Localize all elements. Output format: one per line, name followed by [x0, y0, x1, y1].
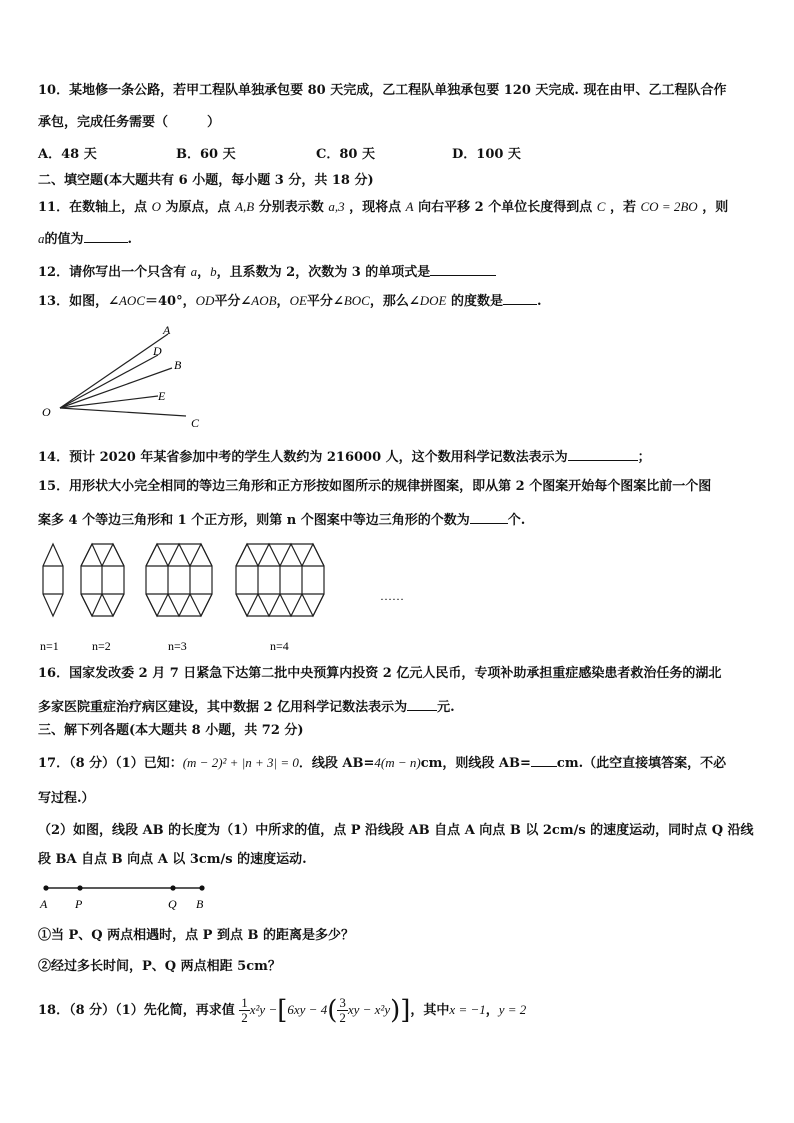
q18-cond-x: x = −1 [449, 1002, 486, 1017]
q11-equation: CO = 2BO [640, 199, 698, 214]
q11-line1 [38, 198, 728, 217]
q16-line1: 16．国家发改委 2 月 7 日紧急下达第二批中央预算内投资 2 亿元人民币，专项补助承担重症感染患者救治任务的湖北 [38, 666, 722, 681]
q17-text-a: 17．（8 分）（1）已知： [38, 756, 183, 771]
q14-line [38, 447, 651, 467]
q16-text-a: 多家医院重症治疗病区建设，其中数据 2 亿用科学记数法表示为 [38, 700, 408, 715]
q10-line2: 承包，完成任务需要（ ） [38, 115, 221, 130]
q18-line [38, 993, 526, 1028]
q16-line2 [38, 697, 455, 717]
q11-text-c: 为原点，点 [165, 200, 231, 215]
label-b: B [174, 358, 182, 372]
q11-point-c: C [596, 199, 606, 214]
q17-line2: 写过程.） [38, 791, 95, 806]
q10-option-d: D．100 天 [452, 147, 521, 162]
q17-line1 [38, 753, 726, 773]
pattern-n3 [146, 544, 212, 616]
q18-text-a: 18．（8 分）（1）先化简，再求值 [38, 1003, 235, 1018]
q13-text-i: 平分∠ [306, 294, 344, 309]
q11-point-a: A [405, 199, 414, 214]
q14-text-b: ； [637, 450, 651, 465]
q12-var-a: a [190, 264, 198, 279]
q13-text-a: 13．如图，∠ [38, 294, 119, 309]
q18-term1: x²y − [249, 1002, 278, 1017]
q10-line1: 10．某地修一条公路，若甲工程队单独承包要 80 天完成，乙工程队单独承包要 120 天完成. 现在由甲、乙工程队合作 [38, 83, 727, 98]
q15-pattern-figure [34, 536, 434, 658]
point-a [43, 885, 48, 890]
q11-var-a: a [38, 231, 45, 246]
q11-text-p: . [127, 232, 133, 247]
label-c: C [191, 416, 200, 430]
q10-option-c: C．80 天 [316, 147, 375, 162]
q11-text-g: ，现将点 [349, 200, 402, 215]
q10-option-a: A．48 天 [38, 147, 97, 162]
q13-text-k: ，那么∠ [369, 294, 420, 309]
q11-line2 [38, 229, 132, 249]
q10-option-b: B．60 天 [176, 147, 236, 162]
q13-text-n: . [536, 294, 542, 309]
section3-heading: 三、解下列各题(本大题共 8 小题，共 72 分) [38, 723, 304, 738]
q17-text-c: cm，则线段 AB= [420, 756, 531, 771]
point-p [77, 885, 82, 890]
q18-text-b: ，其中 [410, 1003, 450, 1018]
point-q [170, 885, 175, 890]
q13-text-g: ， [276, 294, 290, 309]
q14-text-a: 14．预计 2020 年某省参加中考的学生人数约为 216000 人，这个数用科学记数法表示为 [38, 450, 568, 465]
label-a: A [163, 323, 171, 337]
ray-ob [60, 368, 172, 408]
q17-text-b: ．线段 AB= [298, 756, 375, 771]
q17-part2-line1: （2）如图，线段 AB 的长度为（1）中所求的值，点 P 沿线段 AB 自点 A 向点 B 以 2cm/s 的速度运动，同时点 Q 沿线 [38, 823, 754, 838]
label-o: O [42, 405, 51, 419]
label-d: D [153, 344, 162, 358]
ray-od [60, 355, 158, 408]
q13-text-e: 平分∠ [214, 294, 252, 309]
q13-text-c: ＝40°， [144, 294, 196, 309]
q11-text-i: 向右平移 2 个单位长度得到点 [418, 200, 593, 215]
frac1-den: 2 [241, 1010, 248, 1025]
q12-text-e: ，且系数为 2，次数为 3 的单项式是 [216, 265, 431, 280]
label-p: P [75, 897, 83, 911]
q11-text-m: ，则 [702, 200, 729, 215]
q11-answer-blank[interactable] [84, 229, 128, 243]
q15-text-a: 案多 4 个等边三角形和 1 个正方形，则第 n 个图案中等边三角形的个数为 [38, 513, 470, 528]
label-a: A [40, 897, 48, 911]
q13-angle-doe: DOE [419, 293, 447, 308]
q11-numbers: a,3 [328, 199, 345, 214]
q13-angle-aoc: AOC [118, 293, 145, 308]
q13-od: OD [195, 293, 215, 308]
q17-segment-diagram [34, 878, 224, 912]
caption-n2: n=2 [92, 639, 111, 653]
caption-n1: n=1 [40, 639, 59, 653]
q12-text-c: ， [197, 265, 211, 280]
frac2-num: 3 [339, 995, 346, 1010]
q11-text-k: ，若 [609, 200, 636, 215]
q13-answer-blank[interactable] [503, 291, 537, 305]
q12-var-b: b [210, 264, 217, 279]
q17-sub1: ①当 P、Q 两点相遇时，点 P 到点 B 的距离是多少？ [38, 928, 355, 943]
q14-answer-blank[interactable] [568, 447, 638, 461]
q13-text-m: 的度数是 [450, 294, 503, 309]
q13-angle-diagram [34, 320, 224, 432]
pattern-n2 [81, 544, 124, 616]
q13-angle-aob: AOB [251, 293, 277, 308]
q15-line2 [38, 510, 525, 530]
ray-oc [60, 408, 186, 416]
q18-fraction-three-halves [337, 996, 348, 1025]
q12-line [38, 262, 496, 282]
q13-angle-boc: BOC [343, 293, 370, 308]
q18-fraction-half [239, 996, 250, 1025]
q11-text-e: 分别表示数 [258, 200, 324, 215]
q16-answer-blank[interactable] [407, 697, 437, 711]
q16-text-b: 元. [437, 700, 455, 715]
paren-close: ) [390, 995, 401, 1026]
q11-text-o: 的值为 [44, 232, 84, 247]
caption-n4: n=4 [270, 639, 289, 653]
q11-point-o: O [151, 199, 162, 214]
q18-text-c2: ， [485, 1003, 499, 1018]
q17-expr2: 4(m − n) [374, 755, 421, 770]
q11-text-a: 11．在数轴上，点 [38, 200, 148, 215]
q18-term3: xy − x²y [347, 1002, 391, 1017]
pattern-n4 [236, 544, 324, 616]
bracket-open: [ [277, 995, 288, 1026]
q18-cond-y: y = 2 [498, 1002, 527, 1017]
caption-n3: n=3 [168, 639, 187, 653]
q17-answer-blank[interactable] [531, 753, 557, 767]
q17-expr1: (m − 2)² + |n + 3| = 0 [182, 755, 299, 770]
q18-term2: 6xy − 4 [287, 1002, 328, 1017]
bracket-close: ] [400, 995, 411, 1026]
q15-answer-blank[interactable] [470, 510, 508, 524]
frac2-den: 2 [339, 1010, 346, 1025]
q15-line1: 15．用形状大小完全相同的等边三角形和正方形按如图所示的规律拼图案，即从第 2 个图案开始每个图案比前一个图 [38, 479, 712, 494]
label-b: B [196, 897, 204, 911]
label-e: E [158, 389, 166, 403]
q17-text-d: cm.（此空直接填答案，不必 [556, 756, 727, 771]
q15-text-b: 个. [507, 513, 526, 528]
section2-heading: 二、填空题(本大题共有 6 小题，每小题 3 分，共 18 分) [38, 173, 374, 188]
pattern-n1 [43, 544, 63, 616]
ellipsis: …… [380, 589, 404, 603]
q11-points-ab: A,B [235, 199, 255, 214]
frac1-num: 1 [241, 995, 248, 1010]
label-q: Q [168, 897, 177, 911]
q12-answer-blank[interactable] [430, 262, 496, 276]
point-b [199, 885, 204, 890]
q13-line [38, 291, 542, 311]
paren-open: ( [327, 995, 338, 1026]
q13-oe: OE [289, 293, 307, 308]
q12-text-a: 12．请你写出一个只含有 [38, 265, 187, 280]
q17-sub2: ②经过多长时间，P、Q 两点相距 5cm？ [38, 959, 281, 974]
q17-part2-line2: 段 BA 自点 B 向点 A 以 3cm/s 的速度运动. [38, 852, 307, 867]
